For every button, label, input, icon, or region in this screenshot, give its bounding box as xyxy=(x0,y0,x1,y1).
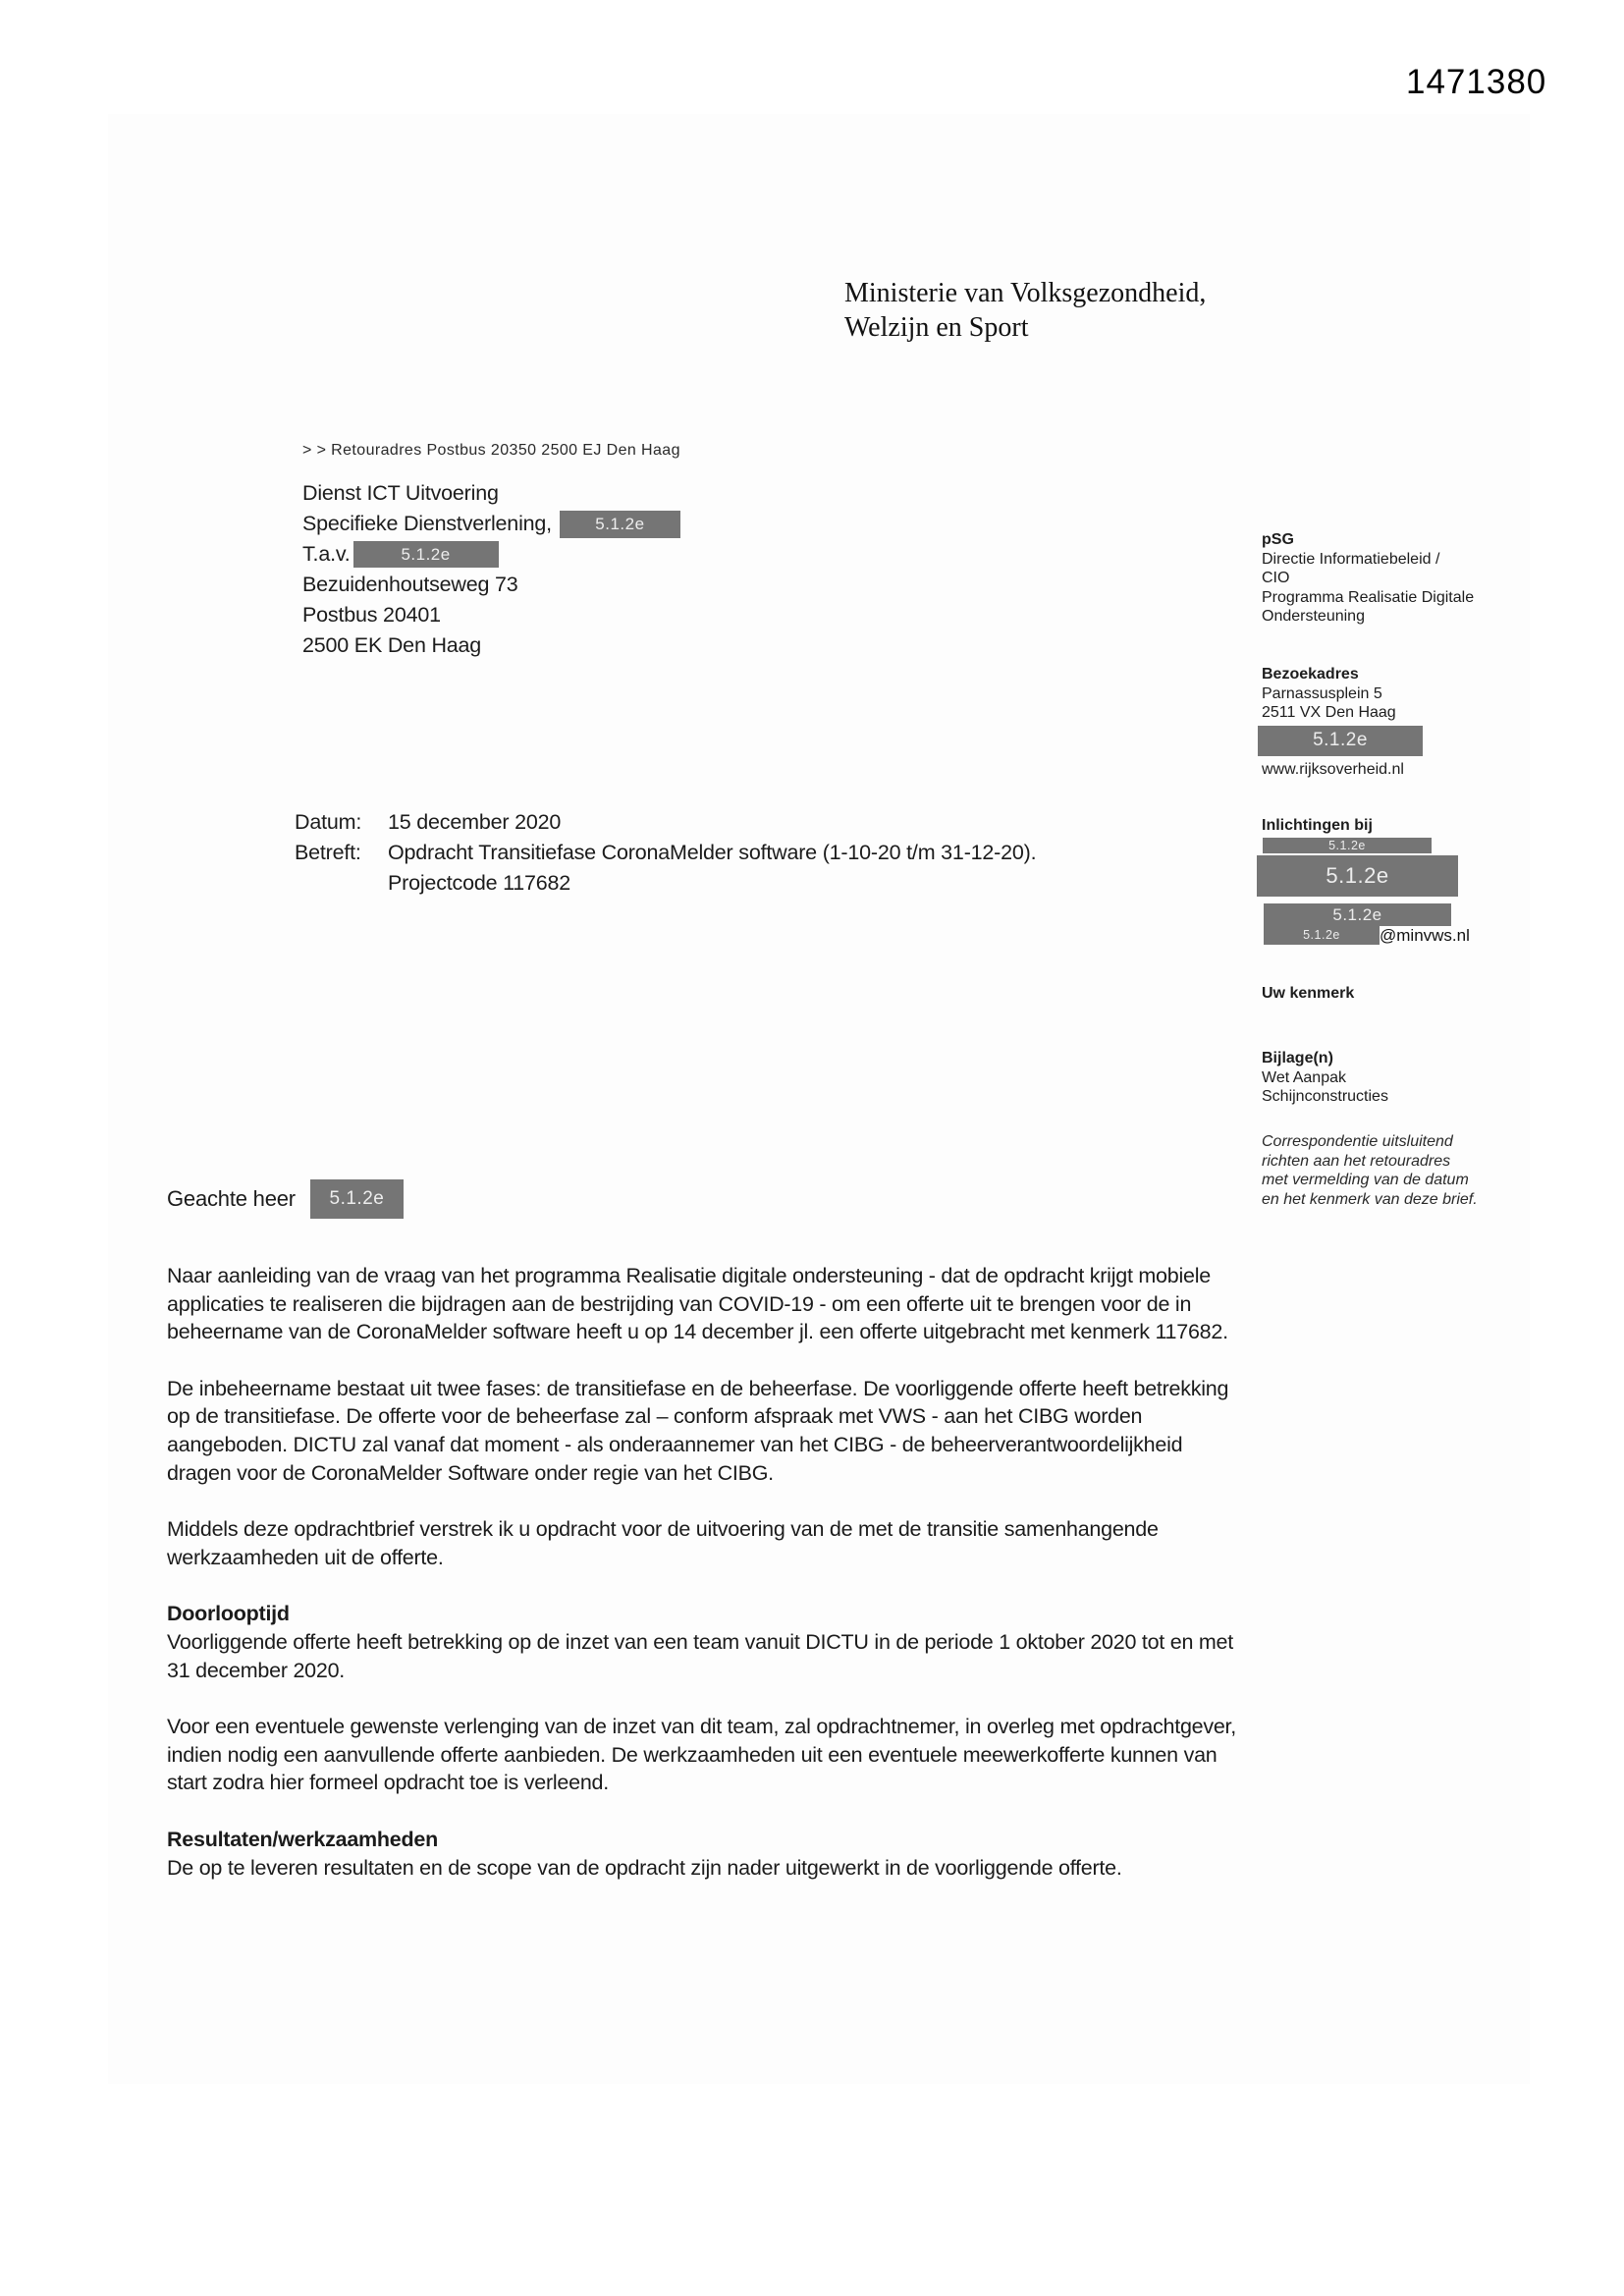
sidebar-org-line: Directie Informatiebeleid / xyxy=(1262,550,1440,568)
kenmerk-title: Uw kenmerk xyxy=(1262,985,1355,1002)
contact-email-row xyxy=(1264,926,1495,946)
letter-body xyxy=(167,1262,1239,1910)
contact-title: Inlichtingen bij xyxy=(1262,817,1373,834)
website-text: www.rijksoverheid.nl xyxy=(1262,760,1404,778)
redaction-box: 5.1.2e xyxy=(1264,926,1380,945)
recipient-line-6: 2500 EK Den Haag xyxy=(302,633,482,657)
salutation-text: Geachte heer xyxy=(167,1186,296,1211)
redaction-box: 5.1.2e xyxy=(353,541,499,568)
ministry-line-2: Welzijn en Sport xyxy=(844,312,1029,343)
sidebar-org-line: CIO xyxy=(1262,570,1290,586)
correspondence-note: Correspondentie uitsluitend richten aan het retouradres met vermelding van de datum en het kenmerk van deze brief. xyxy=(1262,1133,1478,1208)
redaction-box: 5.1.2e xyxy=(1258,726,1423,756)
section-heading-doorlooptijd: Doorlooptijd xyxy=(167,1602,290,1626)
sidebar-org-line: Programma Realisatie Digitale xyxy=(1262,588,1475,606)
scan-document-number: 1471380 xyxy=(1406,63,1547,101)
paragraph-4: Voorliggende offerte heeft betrekking op de inzet van een team vanuit DICTU in de periode 1 oktober 2020 tot en met 31 december 2020. xyxy=(167,1629,1233,1682)
betreft-value-line-2: Projectcode 117682 xyxy=(388,871,571,895)
recipient-line-2 xyxy=(302,509,680,539)
datum-label: Datum: xyxy=(295,810,362,834)
sidebar-org-line: Ondersteuning xyxy=(1262,608,1365,625)
redaction-box: 5.1.2e xyxy=(560,511,680,538)
sidebar-bijlage-block xyxy=(1262,1049,1495,1107)
sidebar-kenmerk-block xyxy=(1262,984,1495,1004)
bijlage-line-2: Schijnconstructies xyxy=(1262,1088,1388,1105)
recipient-line-2-text: Specifieke Dienstverlening, xyxy=(302,512,552,535)
sidebar-org-block xyxy=(1262,530,1495,627)
section-heading-resultaten: Resultaten/werkzaamheden xyxy=(167,1827,438,1851)
betreft-spacer xyxy=(295,868,388,899)
recipient-line-3-label: T.a.v. xyxy=(302,542,351,566)
sidebar-contact-block xyxy=(1262,816,1495,946)
betreft-value-line-1: Opdracht Transitiefase CoronaMelder software (1-10-20 t/m 31-12-20). xyxy=(388,841,1037,864)
sidebar-visit-block xyxy=(1262,665,1495,779)
visit-address-line-1: Parnassusplein 5 xyxy=(1262,684,1382,702)
recipient-line-4: Bezuidenhoutseweg 73 xyxy=(302,573,518,596)
paragraph-3: Middels deze opdrachtbrief verstrek ik u opdracht voor de uitvoering van de met de transitie samenhangende werkzaamheden uit de offerte. xyxy=(167,1517,1159,1569)
salutation-row xyxy=(167,1179,404,1219)
letter-meta xyxy=(295,807,1036,899)
redaction-box: 5.1.2e xyxy=(1257,855,1458,897)
return-address-line: > > Retouradres Postbus 20350 2500 EJ Den Haag xyxy=(302,442,680,459)
visit-address-line-2: 2511 VX Den Haag xyxy=(1262,704,1396,721)
recipient-address-block xyxy=(302,435,680,661)
recipient-line-3 xyxy=(302,539,680,570)
redaction-box: 5.1.2e xyxy=(1263,838,1432,853)
paragraph-2: De inbeheername bestaat uit twee fases: de transitiefase en de beheerfase. De voorliggende offerte heeft betrekking op de transitiefase. De offerte voor de beheerfase zal – conform afspraak met VWS - aan het CIBG worden aangeboden. DICTU zal vanaf dat moment - als onderaannemer van het CIBG - de beheerverantwoordelijkheid dragen voor de CoronaMelder Software onder regie van het CIBG. xyxy=(167,1376,1229,1485)
email-domain-text: @minvws.nl xyxy=(1380,926,1470,945)
sidebar-org-title: pSG xyxy=(1262,531,1294,548)
ministry-line-1: Ministerie van Volksgezondheid, xyxy=(844,278,1207,308)
bijlage-title: Bijlage(n) xyxy=(1262,1050,1333,1066)
paragraph-1: Naar aanleiding van de vraag van het programma Realisatie digitale ondersteuning - dat de opdracht krijgt mobiele applicaties te realiseren die bijdragen aan de bestrijding van COVID-19 - om een offerte uit te brengen voor de in beheername van de CoronaMelder software heeft u op 14 december jl. een offerte uitgebracht met kenmerk 117682. xyxy=(167,1264,1228,1344)
bijlage-line-1: Wet Aanpak xyxy=(1262,1068,1346,1086)
recipient-line-5: Postbus 20401 xyxy=(302,603,441,627)
recipient-line-1: Dienst ICT Uitvoering xyxy=(302,481,499,505)
paragraph-6: De op te leveren resultaten en de scope van de opdracht zijn nader uitgewerkt in de voorliggende offerte. xyxy=(167,1855,1122,1880)
redaction-box: 5.1.2e xyxy=(1264,903,1451,926)
paragraph-5: Voor een eventuele gewenste verlenging van de inzet van dit team, zal opdrachtnemer, in overleg met opdrachtgever, indien nodig een aanvullende offerte aanbieden. De werkzaamheden uit een eventuele meewerkofferte kunnen van start zodra hier formeel opdracht toe is verleend. xyxy=(167,1715,1237,1795)
betreft-label: Betreft: xyxy=(295,841,361,864)
redaction-box: 5.1.2e xyxy=(310,1179,404,1219)
visit-address-title: Bezoekadres xyxy=(1262,666,1359,683)
sidebar-note-block xyxy=(1262,1132,1495,1209)
datum-value: 15 december 2020 xyxy=(388,810,562,834)
ministry-wordmark xyxy=(844,276,1206,345)
